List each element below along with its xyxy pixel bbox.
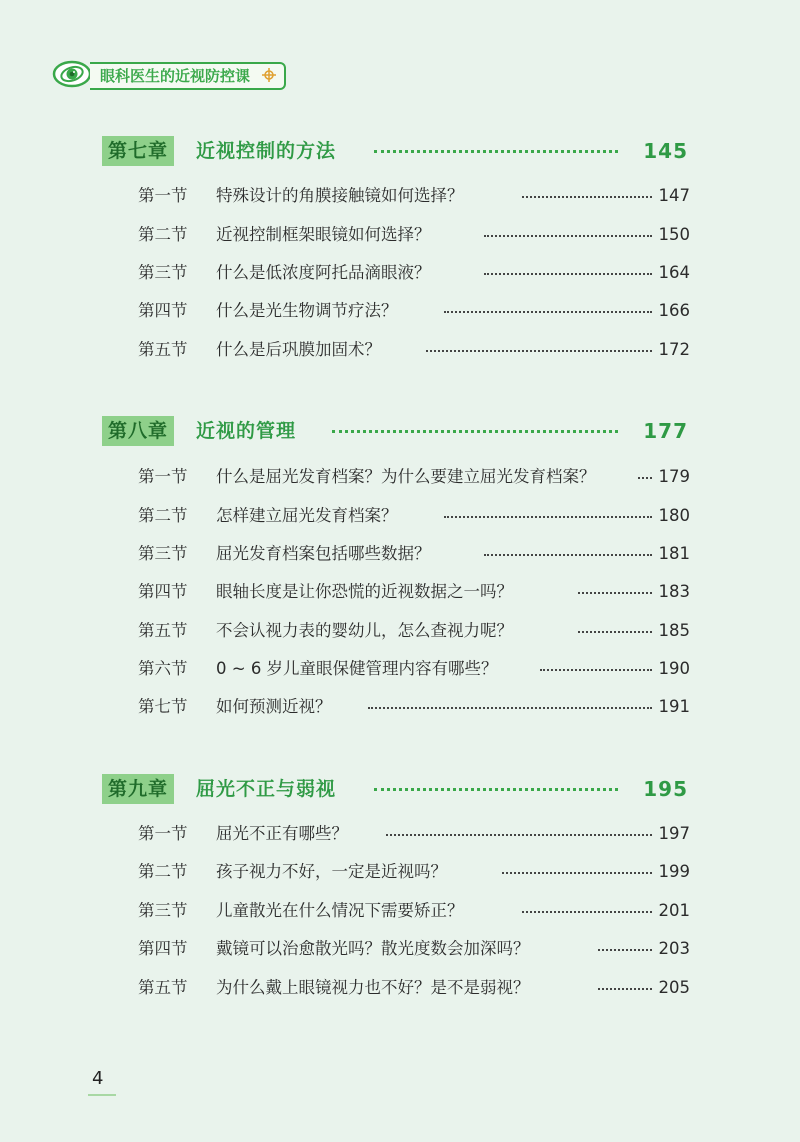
chapter-title: 近视的管理 [196, 420, 297, 442]
section-label: 第四节 [138, 582, 188, 601]
section-title: 眼轴长度是让你恐慌的近视数据之一吗？ [216, 582, 513, 601]
section-label: 第四节 [138, 301, 188, 320]
section-title: 屈光不正有哪些？ [216, 824, 348, 843]
section-page: 179 [658, 467, 690, 486]
section-label: 第二节 [138, 506, 188, 525]
section-page: 185 [658, 621, 690, 640]
chapter-label: 第七章 [102, 136, 174, 166]
section-label: 第一节 [138, 467, 188, 486]
dot-leader [578, 592, 652, 594]
dot-leader [598, 988, 652, 990]
section-page: 199 [658, 862, 690, 881]
dot-leader [598, 949, 652, 951]
toc-entry[interactable] [138, 464, 690, 490]
dot-leader [522, 196, 652, 198]
section-page: 201 [658, 901, 690, 920]
chapter-title: 屈光不正与弱视 [196, 778, 337, 800]
eye-logo-icon [52, 58, 92, 90]
section-page: 150 [658, 225, 690, 244]
chapter-page: 177 [643, 419, 688, 443]
section-page: 147 [658, 186, 690, 205]
chapter-heading[interactable] [102, 416, 688, 448]
section-title: 什么是后巩膜加固术？ [216, 340, 381, 359]
chapter-page: 145 [643, 139, 688, 163]
chapter-label: 第九章 [102, 774, 174, 804]
chapter-heading[interactable] [102, 774, 688, 806]
toc-entry[interactable] [138, 859, 690, 885]
dot-leader [386, 834, 652, 836]
section-title: 什么是低浓度阿托品滴眼液？ [216, 263, 431, 282]
section-label: 第三节 [138, 544, 188, 563]
crosshair-icon [262, 68, 276, 82]
section-page: 180 [658, 506, 690, 525]
dot-leader [444, 516, 652, 518]
toc-entry[interactable] [138, 579, 690, 605]
section-page: 197 [658, 824, 690, 843]
section-label: 第七节 [138, 697, 188, 716]
section-page: 172 [658, 340, 690, 359]
section-title: 屈光发育档案包括哪些数据？ [216, 544, 431, 563]
chapter-page: 195 [643, 777, 688, 801]
section-title: 什么是光生物调节疗法？ [216, 301, 398, 320]
section-page: 190 [658, 659, 690, 678]
dot-leader [444, 311, 652, 313]
toc-entry[interactable] [138, 656, 690, 682]
section-title: 近视控制框架眼镜如何选择？ [216, 225, 431, 244]
section-label: 第三节 [138, 263, 188, 282]
chapter-title: 近视控制的方法 [196, 140, 337, 162]
section-page: 181 [658, 544, 690, 563]
page-number-underline [88, 1094, 116, 1096]
toc-entry[interactable] [138, 298, 690, 324]
section-title: 戴镜可以治愈散光吗？散光度数会加深吗？ [216, 939, 530, 958]
section-title: 特殊设计的角膜接触镜如何选择？ [216, 186, 464, 205]
section-title: 如何预测近视？ [216, 697, 332, 716]
section-label: 第五节 [138, 340, 188, 359]
toc-entry[interactable] [138, 618, 690, 644]
series-title: 眼科医生的近视防控课 [90, 62, 286, 90]
dot-leader [522, 911, 652, 913]
page-number: 4 [92, 1068, 104, 1089]
section-title: 为什么戴上眼镜视力也不好？是不是弱视？ [216, 978, 530, 997]
section-title: 儿童散光在什么情况下需要矫正？ [216, 901, 464, 920]
toc-entry[interactable] [138, 694, 690, 720]
toc-entry[interactable] [138, 821, 690, 847]
dot-leader [374, 788, 618, 791]
dot-leader [502, 872, 652, 874]
section-page: 164 [658, 263, 690, 282]
section-label: 第五节 [138, 621, 188, 640]
section-title: 0 ~ 6 岁儿童眼保健管理内容有哪些？ [216, 659, 498, 678]
dot-leader [578, 631, 652, 633]
section-title: 什么是屈光发育档案？为什么要建立屈光发育档案？ [216, 467, 596, 486]
dot-leader [484, 235, 652, 237]
section-page: 183 [658, 582, 690, 601]
section-page: 191 [658, 697, 690, 716]
section-label: 第四节 [138, 939, 188, 958]
dot-leader [638, 477, 652, 479]
section-title: 怎样建立屈光发育档案？ [216, 506, 398, 525]
toc-entry[interactable] [138, 503, 690, 529]
section-page: 203 [658, 939, 690, 958]
section-title: 不会认视力表的婴幼儿，怎么查视力呢？ [216, 621, 513, 640]
section-label: 第六节 [138, 659, 188, 678]
toc-entry[interactable] [138, 936, 690, 962]
section-title: 孩子视力不好，一定是近视吗？ [216, 862, 447, 881]
section-label: 第一节 [138, 824, 188, 843]
toc-entry[interactable] [138, 975, 690, 1001]
toc-entry[interactable] [138, 183, 690, 209]
dot-leader [540, 669, 652, 671]
dot-leader [332, 430, 618, 433]
section-label: 第一节 [138, 186, 188, 205]
section-label: 第二节 [138, 862, 188, 881]
toc-entry[interactable] [138, 337, 690, 363]
chapter-heading[interactable] [102, 136, 688, 168]
dot-leader [374, 150, 618, 153]
section-label: 第三节 [138, 901, 188, 920]
section-page: 166 [658, 301, 690, 320]
toc-entry[interactable] [138, 541, 690, 567]
chapter-label: 第八章 [102, 416, 174, 446]
dot-leader [368, 707, 652, 709]
section-label: 第二节 [138, 225, 188, 244]
toc-entry[interactable] [138, 222, 690, 248]
section-page: 205 [658, 978, 690, 997]
section-label: 第五节 [138, 978, 188, 997]
toc-entry[interactable] [138, 260, 690, 286]
dot-leader [426, 350, 652, 352]
dot-leader [484, 273, 652, 275]
dot-leader [484, 554, 652, 556]
toc-entry[interactable] [138, 898, 690, 924]
